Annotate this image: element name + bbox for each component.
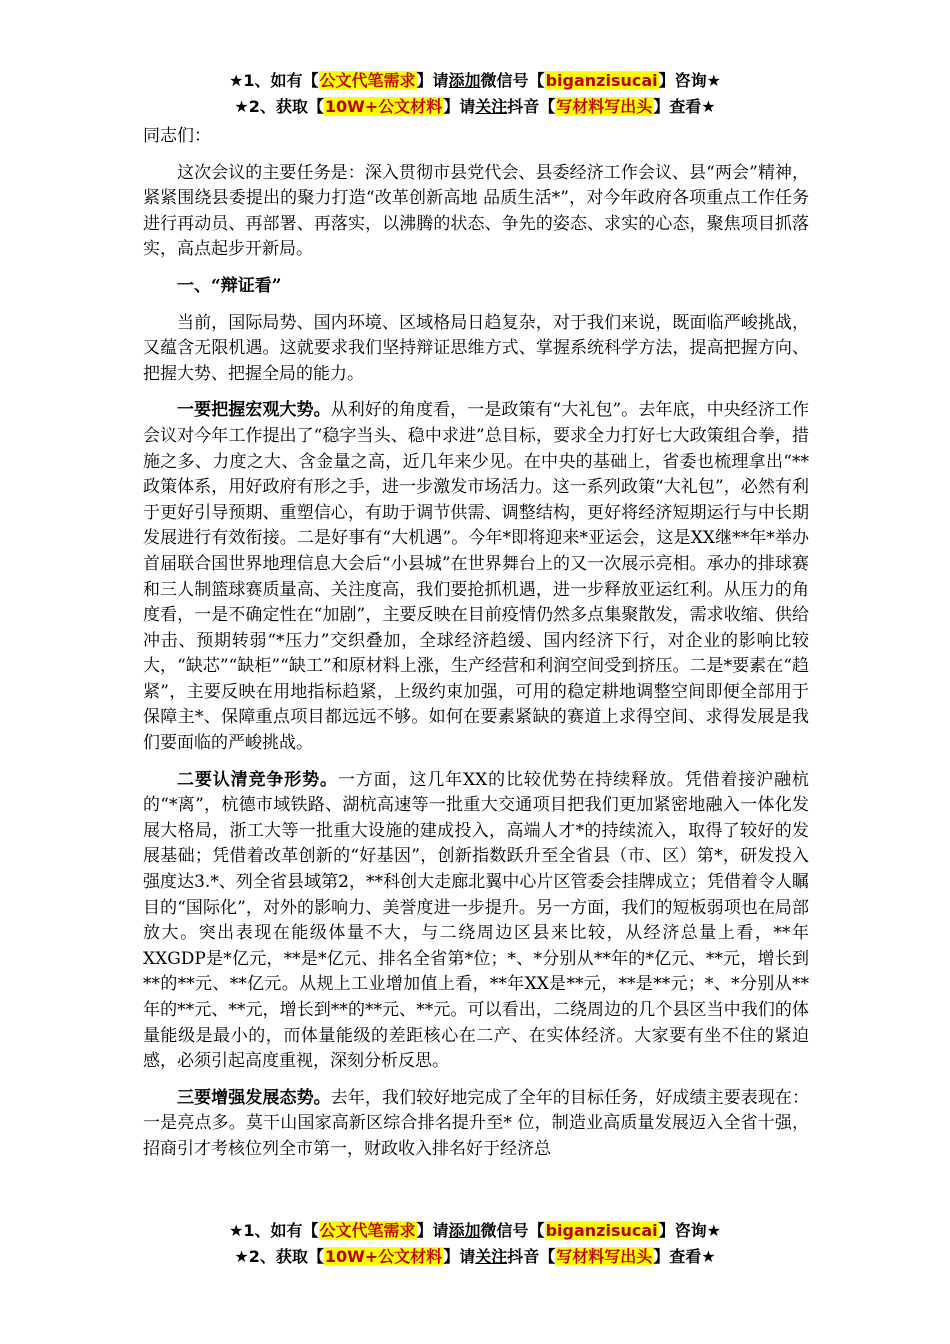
ad-text: 】咨询★ [658,1221,721,1240]
ad-text: ★1、如有【 [229,71,319,90]
ad-text: 】查看★ [653,1247,716,1266]
section-heading: 一、“辩证看” [177,275,282,296]
paragraph-lead: 一要把握宏观大势。 [177,400,331,421]
ad-underline: 关注 [475,1247,508,1266]
document-body [143,124,809,1174]
ad-highlight: 写材料写出头 [556,97,653,116]
ad-text: 】请 [443,1247,476,1266]
paragraph-text: 从利好的角度看，一是政策有“大礼包”。去年底，中央经济工作会议对今年工作提出了“稳字当头、稳中求进”总目标，要求全力打好七大政策组合拳，措施之多、力度之大、含金量之高，近几年来少见。在中央的基础上，省委也梳理拿出“**政策体系，用好政府有形之手，进一步激发市场活力。这一系列政策“大礼包”，必然有利于更好引导预期、重塑信心，有助于调节供需、调整结构，更好将经济短期运行与中长期发展进行有效衔接。二是好事有“大机遇”。今年*即将迎来*亚运会，这是XX继**年*举办首届联合国世界地理信息大会后“小县城”在世界舞台上的又一次展示亮相。承办的排球赛和三人制篮球赛质量高、关注度高，我们要抢抓机遇，进一步释放亚运红利。从压力的角度看，一是不确定性在“加剧”，主要反映在目前疫情仍然多点集聚散发，需求收缩、供给冲击、预期转弱“*压力”交织叠加，全球经济趋缓、国内经济下行，对企业的影响比较大，“缺芯”“缺柜”“缺工”和原材料上涨，生产经营和利润空间受到挤压。二是*要素在“趋紧”，主要反映在用地指标趋紧，上级约束加强，可用的稳定耕地调整空间即便全部用于保障主*、保障重点项目都远远不够。如何在要素紧缺的赛道上求得空间、求得发展是我们要面临的严峻挑战。 [143,400,809,754]
paragraph-macro-trend [143,398,809,756]
ad-underline: 添加 [448,71,481,90]
ad-highlight: 公文代笔需求 [319,1221,416,1240]
ad-text: 抖音【 [507,97,556,116]
ad-highlight: biganzisucai [545,71,658,90]
ad-text: ★2、获取【 [234,97,324,116]
ad-highlight: 公文代笔需求 [319,71,416,90]
greeting: 同志们： [143,126,211,146]
ad-text: 】请 [416,71,449,90]
ad-text: 微信号【 [480,71,545,90]
ad-highlight: 10W+公文材料 [324,97,443,116]
paragraph-momentum [143,1086,809,1163]
ad-text: ★1、如有【 [229,1221,319,1240]
ad-text: 微信号【 [480,1221,545,1240]
ad-text: 】请 [416,1221,449,1240]
ad-line-2 [0,1244,950,1270]
ad-line-1 [0,68,950,94]
section-intro-paragraph: 当前，国际局势、国内环境、区域格局日趋复杂，对于我们来说，既面临严峻挑战，又蕴含无限机遇。这就要求我们坚持辩证思维方式、掌握系统科学方法，提高把握方向、把握大势、把握全局的能力。 [143,312,809,384]
ad-text: 】查看★ [653,97,716,116]
paragraph-competition [143,768,809,1075]
intro-paragraph: 这次会议的主要任务是：深入贯彻市县党代会、县委经济工作会议、县“两会”精神，紧紧围绕县委提出的聚力打造“改革创新高地 品质生活*”，对今年政府各项重点工作任务进行再动员、再部署、再落实，以沸腾的状态、争先的姿态、求实的心态，聚焦项目抓落实，高点起步开新局。 [143,162,809,260]
ad-highlight: biganzisucai [545,1221,658,1240]
ad-banner-bottom [0,1218,950,1270]
ad-banner-top [0,68,950,120]
ad-highlight: 写材料写出头 [556,1247,653,1266]
paragraph-lead: 三要增强发展态势。 [177,1087,331,1108]
ad-underline: 添加 [448,1221,481,1240]
ad-text: ★2、获取【 [234,1247,324,1266]
ad-text: 抖音【 [507,1247,556,1266]
ad-underline: 关注 [475,97,508,116]
ad-line-1 [0,1218,950,1244]
ad-highlight: 10W+公文材料 [324,1247,443,1266]
ad-text: 】咨询★ [658,71,721,90]
paragraph-text: 去年，我们较好地完成了全年的目标任务，好成绩主要表现在：一是亮点多。莫干山国家高新区综合排名提升至* 位，制造业高质量发展迈入全省十强，招商引才考核位列全市第一，财政收入排名好于经济总 [143,1087,809,1159]
ad-line-2 [0,94,950,120]
ad-text: 】请 [443,97,476,116]
paragraph-text: 一方面，这几年XX的比较优势在持续释放。凭借着接沪融杭的“*离”，杭德市域铁路、湖杭高速等一批重大交通项目把我们更加紧密地融入一体化发展大格局，浙工大等一批重大设施的建成投入，高端人才*的持续流入，取得了较好的发展基础；凭借着改革创新的“好基因”，创新指数跃升至全省县（市、区）第*，研发投入强度达3.*、列全省县域第2，**科创大走廊北翼中心片区管委会挂牌成立；凭借着令人瞩目的“国际化”，对外的影响力、美誉度进一步提升。另一方面，我们的短板弱项也在局部放大。突出表现在能级体量不大，与二绕周边区县来比较，从经济总量上看，**年XXGDP是*亿元，**是*亿元、排名全省第*位；*、*分别从**年的*亿元、**元，增长到**的**元、**亿元。从规上工业增加值上看，**年XX是**元，**是**元；*、*分别从**年的**元、**元，增长到**的**元、**元。可以看出，二绕周边的几个县区当中我们的体量能级是最小的，而体量能级的差距核心在二产、在实体经济。大家要有坐不住的紧迫感，必须引起高度重视，深刻分析反思。 [143,769,809,1072]
paragraph-lead: 二要认清竞争形势。 [177,769,338,790]
